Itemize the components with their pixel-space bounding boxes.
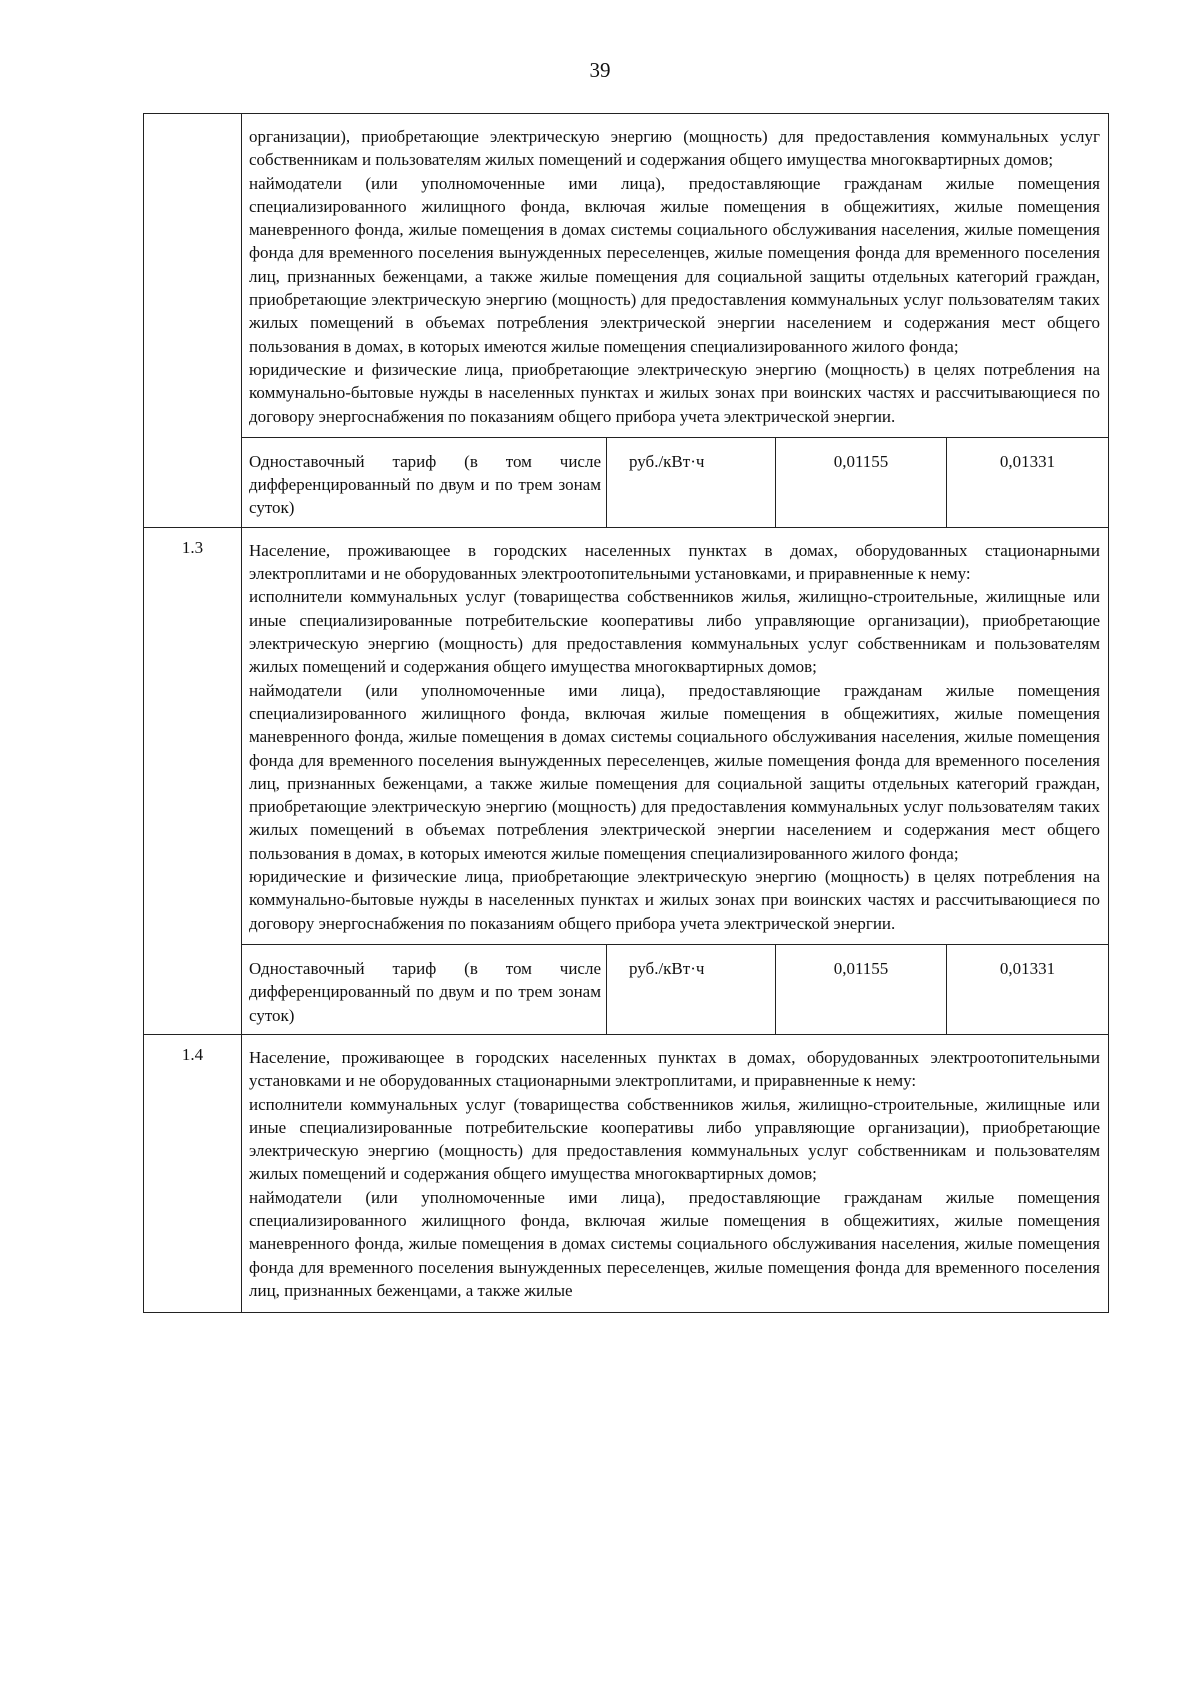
row-number: 1.4 [144,1034,242,1312]
paragraph: наймодатели (или уполномоченные ими лица), предоставляющие гражданам жилые помещения специализированного жилищного фонда, включая жилые помещения в общежитиях, жилые помещения маневренного фонда, жилые помещения в домах системы социального обслуживания населения, жилые помещения фонда для временного поселения вынужденных переселенцев, жилые помещения фонда для временного поселения лиц, признанных беженцами, а также жилые помещения для социальной защиты отдельных категорий граждан, приобретающие электрическую энергию (мощность) для предоставления коммунальных услуг пользователям таких жилых помещений в объемах потребления электрической энергии населением и содержания мест общего пользования в домах, в которых имеются жилые помещения специализированного жилого фонда; [249,680,1100,863]
tariff-name: Одноставочный тариф (в том числе дифференцированный по двум и по трем зонам суток) [249,451,601,518]
row-number: 1.3 [144,527,242,1034]
paragraph: юридические и физические лица, приобретающие электрическую энергию (мощность) в целях потребления на коммунально-бытовые нужды в населенных пунктах и жилых зонах при воинских частях и рассчитывающиеся по договору энергоснабжения по показаниям общего прибора учета электрической энергии. [249,867,1100,933]
page-number: 39 [589,58,611,82]
paragraph: юридические и физические лица, приобретающие электрическую энергию (мощность) в целях потребления на коммунально-бытовые нужды в населенных пунктах и жилых зонах при воинских частях и рассчитывающиеся по договору энергоснабжения по показаниям общего прибора учета электрической энергии. [249,359,1100,426]
paragraph: наймодатели (или уполномоченные ими лица), предоставляющие гражданам жилые помещения специализированного жилищного фонда, включая жилые помещения в общежитиях, жилые помещения маневренного фонда, жилые помещения в домах системы социального обслуживания населения, жилые помещения фонда для временного поселения вынужденных переселенцев, жилые помещения фонда для временного поселения лиц, признанных беженцами, а также жилые помещения для социальной защиты отдельных категорий граждан, приобретающие электрическую энергию (мощность) для предоставления коммунальных услуг пользователям таких жилых помещений в объемах потребления электрической энергии населением и содержания мест общего пользования в домах, в которых имеются жилые помещения специализированного жилого фонда; [249,173,1100,356]
row-number [144,114,242,528]
tariff-table [143,113,1109,1313]
paragraph: организации), приобретающие электрическую энергию (мощность) для предоставления коммунальных услуг собственникам и пользователям жилых помещений и содержания общего имущества многоквартирных домов; [249,127,1100,170]
table-row [144,527,1109,944]
tariff-row [144,944,1109,1034]
tariff-value-1: 0,01155 [776,945,947,1034]
paragraph: исполнители коммунальных услуг (товарищества собственников жилья, жилищно-строительные, жилищные или иные специализированные потребительские кооперативы либо управляющие организации), приобретающие электрическую энергию (мощность) для предоставления коммунальных услуг собственникам и пользователям жилых помещений и содержания общего имущества многоквартирных домов; [249,587,1100,677]
tariff-name: Одноставочный тариф (в том числе дифференцированный по двум и по трем зонам суток) [249,958,601,1025]
tariff-value-2: 0,01331 [947,945,1109,1034]
tariff-value-2: 0,01331 [947,438,1109,527]
table-row [144,1034,1109,1312]
paragraph: Население, проживающее в городских населенных пунктах в домах, оборудованных стационарными электроплитами и не оборудованных электроотопительными установками, и приравненные к нему: [249,540,1100,584]
consumer-description [242,114,1109,438]
tariff-unit: руб./кВт·ч [607,945,776,1034]
tariff-value-1: 0,01155 [776,438,947,527]
consumer-description [242,1034,1109,1312]
table-row [144,114,1109,438]
paragraph: исполнители коммунальных услуг (товарищества собственников жилья, жилищно-строительные, жилищные или иные специализированные потребительские кооперативы либо управляющие организации), приобретающие электрическую энергию (мощность) для предоставления коммунальных услуг собственникам и пользователям жилых помещений и содержания общего имущества многоквартирных домов; [249,1094,1100,1184]
paragraph: наймодатели (или уполномоченные ими лица), предоставляющие гражданам жилые помещения специализированного жилищного фонда, включая жилые помещения в общежитиях, жилые помещения маневренного фонда, жилые помещения в домах системы социального обслуживания населения, жилые помещения фонда для временного поселения вынужденных переселенцев, жилые помещения фонда для временного поселения лиц, признанных беженцами, а также жилые [249,1187,1100,1300]
tariff-row [144,437,1109,527]
tariff-unit: руб./кВт·ч [607,438,776,527]
paragraph: Население, проживающее в городских населенных пунктах в домах, оборудованных электроотопительными установками и не оборудованных стационарными электроплитами, и приравненные к нему: [249,1047,1100,1091]
consumer-description [242,527,1109,944]
